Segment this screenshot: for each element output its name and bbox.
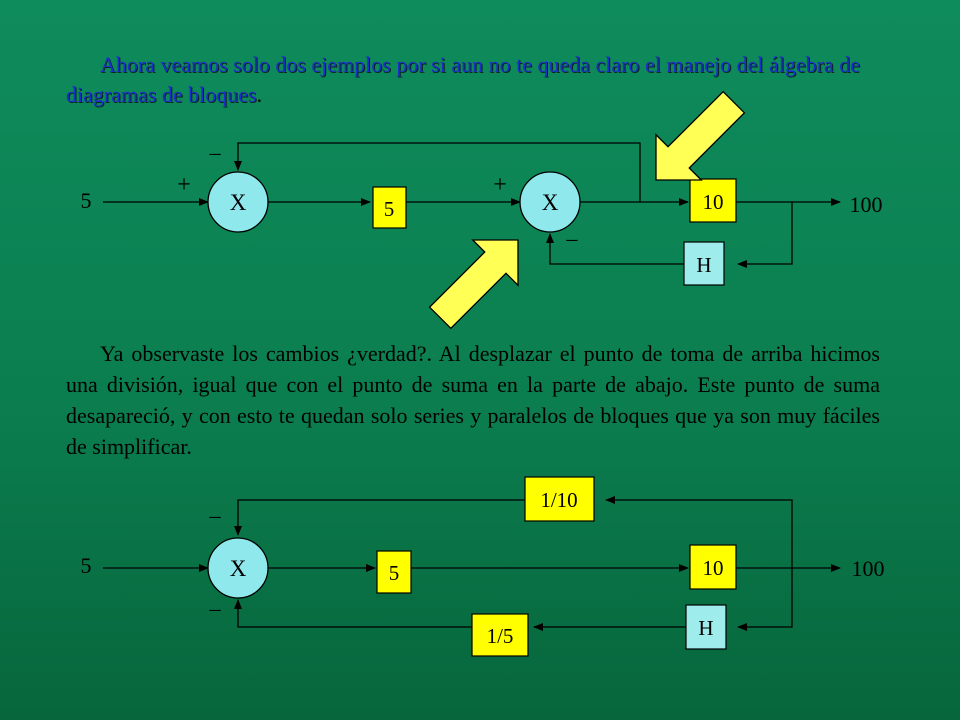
d2-sign-bottom: _ bbox=[209, 588, 221, 613]
d2-output-label: 100 bbox=[851, 556, 885, 581]
intro-period: . bbox=[256, 82, 263, 107]
d1-top-feedback-line bbox=[238, 143, 640, 202]
d2-block-tenth-label: 1/10 bbox=[540, 488, 578, 512]
highlight-arrow-bottom bbox=[418, 217, 541, 340]
d2-block-fifth-label: 1/5 bbox=[486, 624, 514, 648]
d2-input-label: 5 bbox=[80, 553, 92, 578]
d1-h-takeoff-line bbox=[738, 202, 792, 264]
d1-s1-sign-top: _ bbox=[209, 132, 221, 157]
d2-sign-top: _ bbox=[209, 495, 221, 520]
d1-summer2-label: X bbox=[541, 190, 559, 215]
d1-block-10-label: 10 bbox=[702, 190, 724, 214]
d1-summer1-label: X bbox=[229, 190, 247, 215]
d2-h-takeoff-line bbox=[738, 568, 792, 627]
d1-block-5-label: 5 bbox=[383, 197, 395, 221]
d2-bottom-feedback-line bbox=[238, 600, 472, 627]
explanation-paragraph: Ya observaste los cambios ¿verdad?. Al desplazar el punto de toma de arriba hicimos una división, igual que con el punto de suma en la parte de abajo. Este punto de suma desapareció, y con esto te quedan solo series y paralelos de bloques que ya son muy fáciles de simplificar. bbox=[66, 341, 880, 459]
d1-s2-sign-bottom: _ bbox=[566, 218, 578, 243]
d2-summer-label: X bbox=[229, 556, 247, 581]
d1-block-h-label: H bbox=[696, 253, 712, 277]
d2-block-10-label: 10 bbox=[702, 556, 724, 580]
d1-s2-sign-left: + bbox=[493, 172, 507, 198]
d1-s1-sign-left: + bbox=[177, 172, 191, 198]
d2-top-feedback-line bbox=[238, 500, 525, 535]
d2-block-5-label: 5 bbox=[388, 561, 400, 585]
d2-block-h-label: H bbox=[698, 616, 714, 640]
intro-text: Ahora veamos solo dos ejemplos por si aun no te queda claro el manejo del álgebra de diagramas de bloques bbox=[66, 52, 860, 107]
d1-output-label: 100 bbox=[849, 192, 883, 217]
d1-input-label: 5 bbox=[80, 188, 92, 213]
